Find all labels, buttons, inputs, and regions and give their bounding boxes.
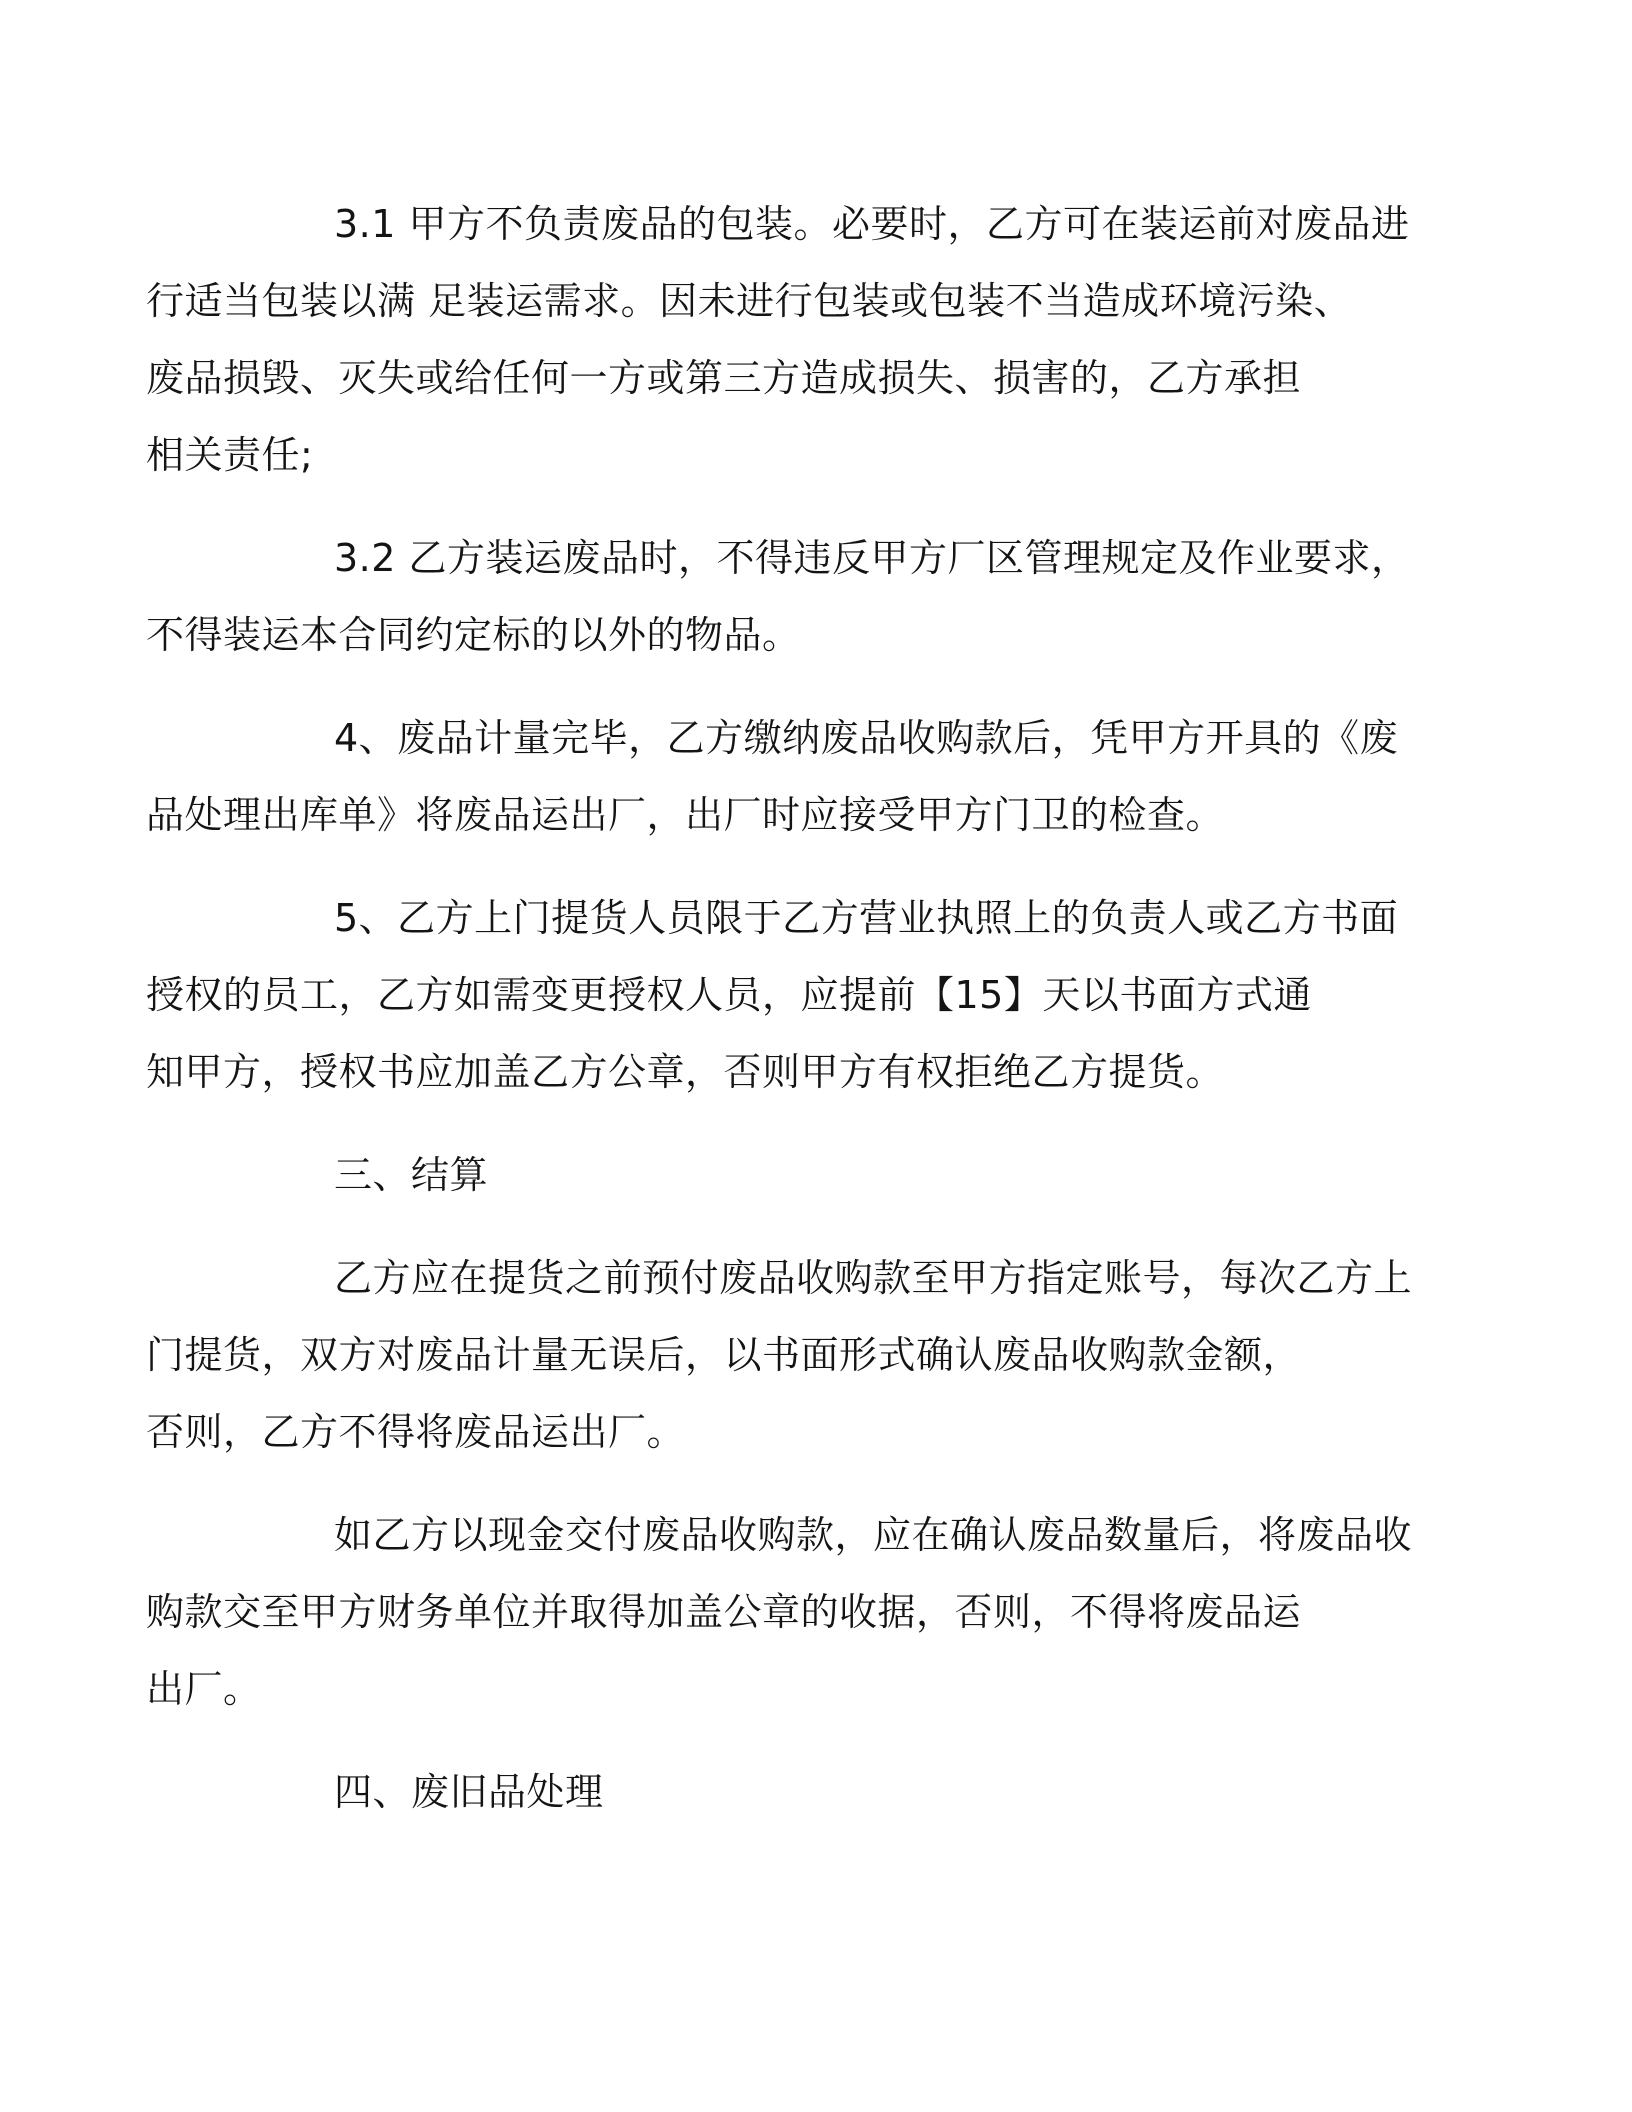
text-line: 否则，乙方不得将废品运出厂。 [146,1410,686,1454]
text-line: 相关责任; [146,433,314,477]
section-heading-waste-handling: 四、废旧品处理 [334,1770,604,1814]
text-line: 品处理出库单》将废品运出厂，出厂时应接受甲方门卫的检查。 [146,793,1225,837]
text-line: 乙方应在提货之前预付废品收购款至甲方指定账号，每次乙方上 [334,1256,1413,1300]
clause-5-paragraph [146,880,1399,1111]
text-line: 购款交至甲方财务单位并取得加盖公章的收据，否则，不得将废品运 [146,1590,1302,1634]
text-line: 废品损毁、灭失或给任何一方或第三方造成损失、损害的，乙方承担 [146,356,1302,400]
section-heading-settlement: 三、结算 [334,1153,489,1197]
text-line: 5、乙方上门提货人员限于乙方营业执照上的负责人或乙方书面 [334,896,1399,940]
settlement-cash-paragraph [146,1497,1413,1728]
text-line: 知甲方，授权书应加盖乙方公章，否则甲方有权拒绝乙方提货。 [146,1050,1225,1094]
clause-3-2-paragraph [146,520,1410,674]
text-line: 出厂。 [146,1667,262,1711]
text-line: 3.2 乙方装运废品时，不得违反甲方厂区管理规定及作业要求， [334,536,1410,580]
text-line: 授权的员工，乙方如需变更授权人员，应提前【15】天以书面方式通 [146,973,1312,1017]
text-line: 门提货，双方对废品计量无误后，以书面形式确认废品收购款金额， [146,1333,1302,1377]
text-line: 3.1 甲方不负责废品的包装。必要时，乙方可在装运前对废品进 [334,202,1410,246]
text-line: 4、废品计量完毕，乙方缴纳废品收购款后，凭甲方开具的《废 [334,716,1399,760]
document-body [146,186,1413,1857]
clause-4-paragraph [146,700,1399,854]
text-line: 不得装运本合同约定标的以外的物品。 [146,613,801,657]
text-line: 行适当包装以满 足装运需求。因未进行包装或包装不当造成环境污染、 [146,279,1353,323]
settlement-prepay-paragraph [146,1240,1413,1471]
text-line: 如乙方以现金交付废品收购款，应在确认废品数量后，将废品收 [334,1513,1413,1557]
clause-3-1-paragraph [146,186,1410,494]
